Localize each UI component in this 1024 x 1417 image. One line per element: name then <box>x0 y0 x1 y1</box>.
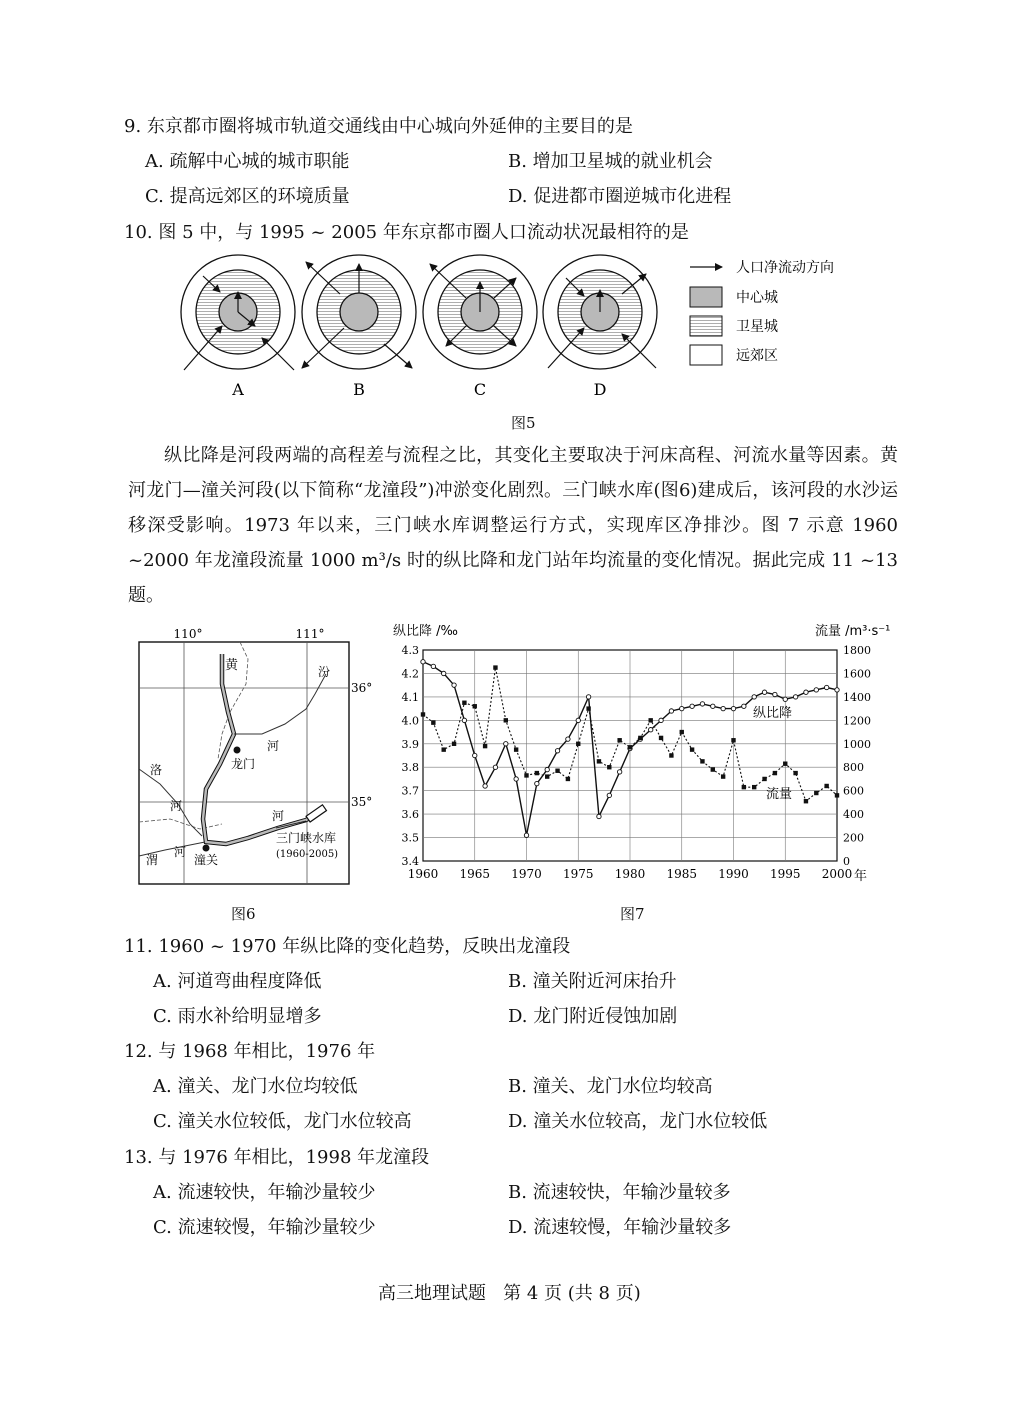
slope-point <box>680 706 684 710</box>
flow-point <box>617 738 621 742</box>
flow-point <box>555 769 559 773</box>
slope-point <box>793 695 797 699</box>
y-right-tick-label: 1000 <box>843 737 871 751</box>
y-left-tick-label: 3.6 <box>401 808 419 822</box>
slope-point <box>700 702 704 706</box>
slope-point <box>442 671 446 675</box>
map-lon-110: 110° <box>173 627 203 641</box>
flow-point <box>793 771 797 775</box>
slope-point <box>493 765 497 769</box>
slope-point <box>555 749 559 753</box>
label-he-1: 河 <box>267 739 280 753</box>
label-he-3: 河 <box>272 809 285 823</box>
flow-point <box>762 777 766 781</box>
label-fen: 汾 <box>318 665 331 679</box>
q12-option-b: B. 潼关、龙门水位均较高 <box>508 1076 713 1097</box>
flow-point <box>773 771 777 775</box>
slope-point <box>483 784 487 788</box>
y-right-axis-label: 流量 /m³·s⁻¹ <box>815 624 891 639</box>
slope-point <box>804 690 808 694</box>
flow-point <box>504 718 508 722</box>
flow-point <box>524 773 528 777</box>
y-left-tick-label: 3.7 <box>401 784 419 798</box>
flow-point <box>452 742 456 746</box>
q13-option-c: C. 流速较慢，年输沙量较少 <box>153 1217 376 1238</box>
label-huang: 黄 <box>225 658 239 673</box>
flow-point <box>442 747 446 751</box>
slope-point <box>431 664 435 668</box>
flow-point <box>835 793 839 797</box>
slope-point <box>752 695 756 699</box>
flow-point <box>804 799 808 803</box>
q13-option-a: A. 流速较快，年输沙量较少 <box>153 1182 376 1203</box>
slope-point <box>462 718 466 722</box>
slope-point <box>762 690 766 694</box>
y-left-tick-label: 4.0 <box>401 714 419 728</box>
flow-point <box>783 762 787 766</box>
figure-7-chart <box>385 615 905 897</box>
slope-point <box>711 704 715 708</box>
x-tick-label: 1960 <box>407 867 439 881</box>
slope-point <box>586 695 590 699</box>
flow-point <box>721 774 725 778</box>
flow-point <box>680 730 684 734</box>
figure-6-map <box>130 624 380 889</box>
figure-5 <box>170 250 870 410</box>
diagram-d <box>543 255 657 369</box>
flow-point <box>597 759 601 763</box>
q12-option-d: D. 潼关水位较高，龙门水位较低 <box>508 1111 768 1132</box>
y-right-tick-label: 1200 <box>843 714 871 728</box>
q10-stem: 10. 图 5 中，与 1995 ~ 2005 年东京都市圈人口流动状况最相符的是 <box>124 222 689 243</box>
slope-point <box>421 660 425 664</box>
slope-point <box>514 777 518 781</box>
y-left-tick-label: 4.2 <box>401 667 419 681</box>
flow-point <box>638 736 642 740</box>
figure-6-caption: 图6 <box>231 905 256 923</box>
flow-point <box>514 747 518 751</box>
x-tick-label: 1970 <box>511 867 542 881</box>
y-right-tick-label: 0 <box>843 855 850 868</box>
label-luo: 洛 <box>150 763 163 777</box>
diagram-label-a: A <box>232 380 244 399</box>
label-reservoir: 三门峡水库 <box>276 831 337 845</box>
slope-point <box>835 688 839 692</box>
slope-point <box>607 793 611 797</box>
q12-option-c: C. 潼关水位较低，龙门水位较高 <box>153 1111 412 1132</box>
x-tick-label: 1975 <box>562 867 594 881</box>
series-label-flow: 流量 <box>766 787 793 802</box>
label-he-4: 河 <box>174 845 187 859</box>
label-tongguan: 潼关 <box>194 853 219 867</box>
q9-option-b: B. 增加卫星城的就业机会 <box>508 151 713 172</box>
legend-arrow-label: 人口净流动方向 <box>736 260 834 276</box>
slope-point <box>597 814 601 818</box>
flow-point <box>566 777 570 781</box>
flow-point <box>742 785 746 789</box>
y-left-tick-label: 4.3 <box>401 644 419 657</box>
y-left-tick-label: 4.1 <box>401 690 419 704</box>
q11-option-d: D. 龙门附近侵蚀加剧 <box>508 1006 678 1027</box>
q13-option-b: B. 流速较快，年输沙量较多 <box>508 1182 731 1203</box>
q11-option-b: B. 潼关附近河床抬升 <box>508 971 677 992</box>
series-label-slope: 纵比降 <box>753 706 793 721</box>
diagram-b <box>302 255 416 369</box>
flow-point <box>576 742 580 746</box>
slope-point <box>731 706 735 710</box>
flow-point <box>607 765 611 769</box>
y-left-tick-label: 3.8 <box>401 761 419 775</box>
diagram-label-d: D <box>593 380 607 399</box>
flow-point <box>483 744 487 748</box>
flow-point <box>473 704 477 708</box>
q9-stem: 9. 东京都市圈将城市轨道交通线由中心城向外延伸的主要目的是 <box>124 116 633 137</box>
label-wei: 渭 <box>146 853 159 867</box>
flow-point <box>586 706 590 710</box>
flow-point <box>535 771 539 775</box>
map-lat-35: 35° <box>351 795 373 809</box>
x-tick-label: 1965 <box>459 867 491 881</box>
q12-option-a: A. 潼关、龙门水位均较低 <box>153 1076 358 1097</box>
slope-point <box>659 718 663 722</box>
y-left-tick-label: 3.9 <box>401 737 419 751</box>
y-right-tick-label: 400 <box>843 808 864 822</box>
map-lat-36: 36° <box>351 681 373 695</box>
slope-point <box>535 781 539 785</box>
slope-point <box>669 709 673 713</box>
slope-point <box>721 706 725 710</box>
slope-point <box>814 688 818 692</box>
legend-suburb-label: 远郊区 <box>736 348 778 364</box>
y-right-tick-label: 1600 <box>843 667 871 681</box>
slope-point <box>545 767 549 771</box>
slope-point <box>524 833 528 837</box>
legend-satellite-label: 卫星城 <box>736 319 778 335</box>
x-tick-label: 1990 <box>718 867 749 881</box>
slope-point <box>576 718 580 722</box>
slope-point <box>649 728 653 732</box>
slope-point <box>452 683 456 687</box>
passage-text: 纵比降是河段两端的高程差与流程之比，其变化主要取决于河床高程、河流水量等因素。黄河龙门—潼关河段(以下简称“龙潼段”)冲淤变化剧烈。三门峡水库(图6)建成后，该河段的水沙运移深受影响。1973 年以来，三门峡水库调整运行方式，实现库区净排沙。图 7 示意 1960 ~2000 年龙潼段流量 1000 m³/s 时的纵比降和龙门站年均流量的变化情况。据此完成 11 ~13 题。 <box>128 445 898 606</box>
flow-point <box>690 747 694 751</box>
y-right-tick-label: 1400 <box>843 690 871 704</box>
figure-7-caption: 图7 <box>620 905 645 923</box>
slope-point <box>473 753 477 757</box>
x-tick-label: 1985 <box>666 867 698 881</box>
label-longmen: 龙门 <box>231 757 256 771</box>
flow-point <box>700 759 704 763</box>
slope-point <box>504 742 508 746</box>
q9-option-d: D. 促进都市圈逆城市化进程 <box>508 186 732 207</box>
flow-point <box>421 712 425 716</box>
x-tick-label: 1995 <box>769 867 801 881</box>
y-left-axis-label: 纵比降 /‰ <box>393 624 458 639</box>
diagram-a <box>181 255 295 370</box>
slope-point <box>783 697 787 701</box>
flow-point <box>731 738 735 742</box>
x-axis-unit: 年 <box>854 869 868 884</box>
q9-option-a: A. 疏解中心城的城市职能 <box>145 151 350 172</box>
q11-option-c: C. 雨水补给明显增多 <box>153 1006 322 1027</box>
q9-option-c: C. 提高远郊区的环境质量 <box>145 186 350 207</box>
slope-point <box>690 704 694 708</box>
flow-point <box>752 785 756 789</box>
diagram-label-c: C <box>473 380 487 399</box>
page-footer: 高三地理试题 第 4 页 (共 8 页) <box>378 1283 641 1304</box>
legend-satellite-swatch <box>690 316 722 336</box>
q13-option-d: D. 流速较慢，年输沙量较多 <box>508 1217 732 1238</box>
diagram-label-b: B <box>353 380 365 399</box>
tongguan-dot <box>203 845 210 852</box>
longmen-dot <box>234 747 241 754</box>
figure-5-legend <box>690 259 834 365</box>
flow-point <box>824 784 828 788</box>
slope-point <box>617 770 621 774</box>
y-left-tick-label: 3.5 <box>401 831 419 845</box>
q11-stem: 11. 1960 ~ 1970 年纵比降的变化趋势，反映出龙潼段 <box>124 936 571 957</box>
q13-stem: 13. 与 1976 年相比，1998 年龙潼段 <box>124 1147 430 1168</box>
map-lon-111: 111° <box>295 627 325 641</box>
legend-suburb-swatch <box>690 345 722 365</box>
legend-center-swatch <box>690 287 722 307</box>
figure-5-caption: 图5 <box>511 414 536 432</box>
y-right-tick-label: 600 <box>843 784 864 798</box>
x-tick-label: 1980 <box>614 867 646 881</box>
label-reservoir-years: (1960-2005) <box>276 849 339 860</box>
q12-stem: 12. 与 1968 年相比，1976 年 <box>124 1041 376 1062</box>
flow-point <box>431 720 435 724</box>
diagram-c <box>423 255 537 369</box>
flow-point <box>649 718 653 722</box>
flow-point <box>545 774 549 778</box>
flow-point <box>669 753 673 757</box>
flow-point <box>628 745 632 749</box>
flow-point <box>659 736 663 740</box>
y-right-tick-label: 800 <box>843 761 864 775</box>
flow-point <box>493 665 497 669</box>
slope-point <box>566 737 570 741</box>
slope-point <box>824 685 828 689</box>
slope-point <box>742 704 746 708</box>
y-right-tick-label: 1800 <box>843 644 871 657</box>
slope-point <box>773 692 777 696</box>
label-he-2: 河 <box>170 799 183 813</box>
q11-option-a: A. 河道弯曲程度降低 <box>153 971 322 992</box>
flow-point <box>462 701 466 705</box>
flow-point <box>814 791 818 795</box>
flow-point <box>711 767 715 771</box>
legend-center-label: 中心城 <box>736 290 778 306</box>
y-left-tick-label: 3.4 <box>401 855 419 868</box>
x-tick-label: 2000 <box>821 867 853 881</box>
y-right-tick-label: 200 <box>843 831 864 845</box>
